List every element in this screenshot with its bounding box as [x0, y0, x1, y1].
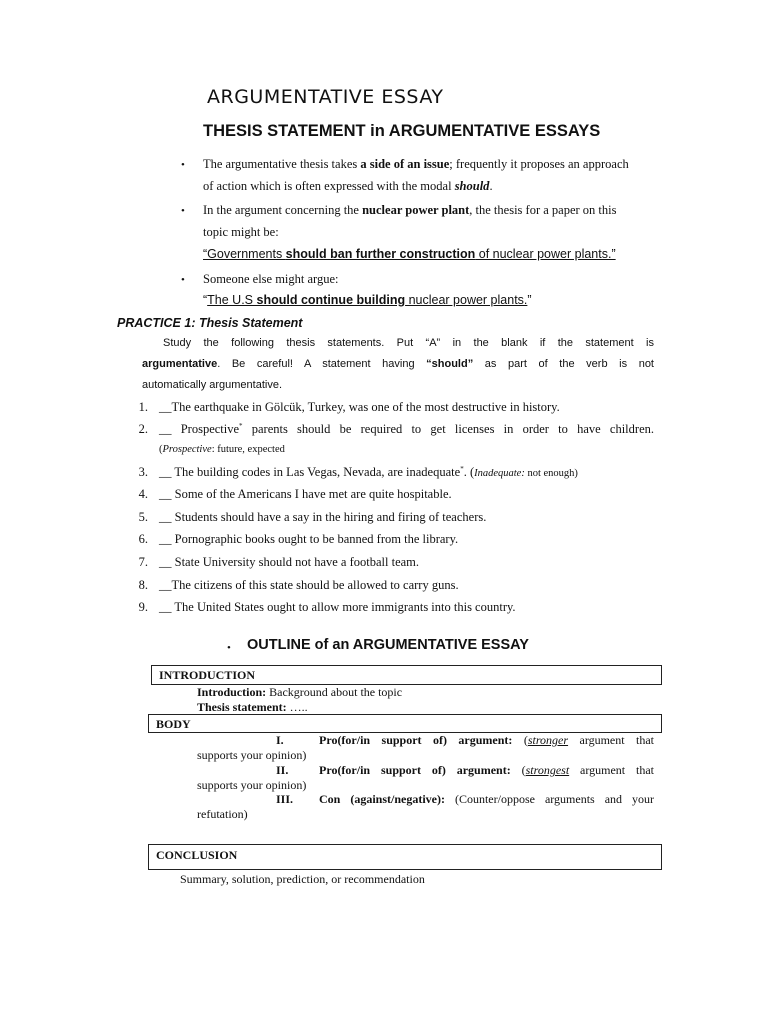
thesis-example-quote: “Governments should ban further construction of nuclear power plants.”: [203, 247, 616, 261]
outline-point-continued: supports your opinion): [197, 778, 307, 792]
list-item: __ Prospective* parents should be required to get licenses in order to have children.: [159, 422, 654, 437]
conclusion-text: Summary, solution, prediction, or recommendation: [180, 872, 425, 886]
outline-point-continued: supports your opinion): [197, 748, 307, 762]
introduction-box: [151, 665, 662, 685]
bullet-text-continued: topic might be:: [203, 225, 279, 239]
outline-heading: OUTLINE of an ARGUMENTATIVE ESSAY: [247, 637, 529, 653]
outline-numeral: II.: [276, 763, 289, 777]
bullet-marker: •: [181, 274, 185, 286]
outline-line: Thesis statement: …..: [197, 700, 308, 714]
list-number: 3.: [138, 465, 148, 479]
list-item: __ Some of the Americans I have met are quite hospitable.: [159, 487, 452, 501]
footnote: (Prospective: future, expected: [159, 444, 285, 455]
list-number: 5.: [138, 510, 148, 524]
section-heading: THESIS STATEMENT in ARGUMENTATIVE ESSAYS: [203, 122, 601, 140]
list-number: 6.: [138, 532, 148, 546]
list-number: 4.: [138, 487, 148, 501]
thesis-example-quote: “The U.S should continue building nuclear power plants.”: [203, 293, 532, 307]
instructions-line: Study the following thesis statements. Put “A” in the blank if the statement is: [163, 337, 654, 349]
instructions-line: automatically argumentative.: [142, 379, 283, 391]
instructions-line: argumentative. Be careful! A statement having “should” as part of the verb is not: [142, 358, 654, 370]
list-item: __The earthquake in Gölcük, Turkey, was one of the most destructive in history.: [159, 400, 560, 414]
practice-heading: PRACTICE 1: Thesis Statement: [117, 316, 303, 330]
body-label: BODY: [156, 717, 191, 731]
list-number: 7.: [138, 555, 148, 569]
list-number: 9.: [138, 600, 148, 614]
outline-point: Pro(for/in support of) argument: (strongest argument that: [319, 763, 654, 777]
conclusion-box: [148, 844, 662, 870]
bullet-text: The argumentative thesis takes a side of an issue; frequently it proposes an approach: [203, 157, 629, 171]
bullet-marker: •: [181, 159, 185, 171]
bullet-marker: •: [227, 642, 231, 654]
list-item: __The citizens of this state should be allowed to carry guns.: [159, 578, 459, 592]
document-title: ARGUMENTATIVE ESSAY: [207, 86, 444, 108]
list-number: 2.: [138, 422, 148, 436]
outline-numeral: III.: [276, 792, 294, 806]
outline-point: Pro(for/in support of) argument: (stronger argument that: [319, 733, 655, 747]
conclusion-label: CONCLUSION: [156, 848, 238, 862]
outline-numeral: I.: [276, 733, 284, 747]
bullet-text-continued: of action which is often expressed with the modal should.: [203, 179, 493, 193]
introduction-label: INTRODUCTION: [159, 668, 256, 682]
list-item: __ Students should have a say in the hiring and firing of teachers.: [159, 510, 487, 524]
list-item: __ State University should not have a football team.: [159, 555, 420, 569]
list-number: 8.: [138, 578, 148, 592]
bullet-marker: •: [181, 205, 185, 217]
outline-line: Introduction: Background about the topic: [197, 685, 403, 699]
list-item: __ Pornographic books ought to be banned from the library.: [159, 532, 459, 546]
list-item: __ The building codes in Las Vegas, Nevada, are inadequate*. (Inadequate: not enough): [159, 465, 578, 480]
bullet-text: Someone else might argue:: [203, 272, 339, 286]
list-item: __ The United States ought to allow more immigrants into this country.: [159, 600, 516, 614]
outline-point-continued: refutation): [197, 807, 248, 821]
body-box: [148, 714, 662, 733]
outline-point: Con (against/negative): (Counter/oppose arguments and your: [319, 792, 654, 806]
list-number: 1.: [138, 400, 148, 414]
bullet-text: In the argument concerning the nuclear power plant, the thesis for a paper on this: [203, 203, 617, 217]
